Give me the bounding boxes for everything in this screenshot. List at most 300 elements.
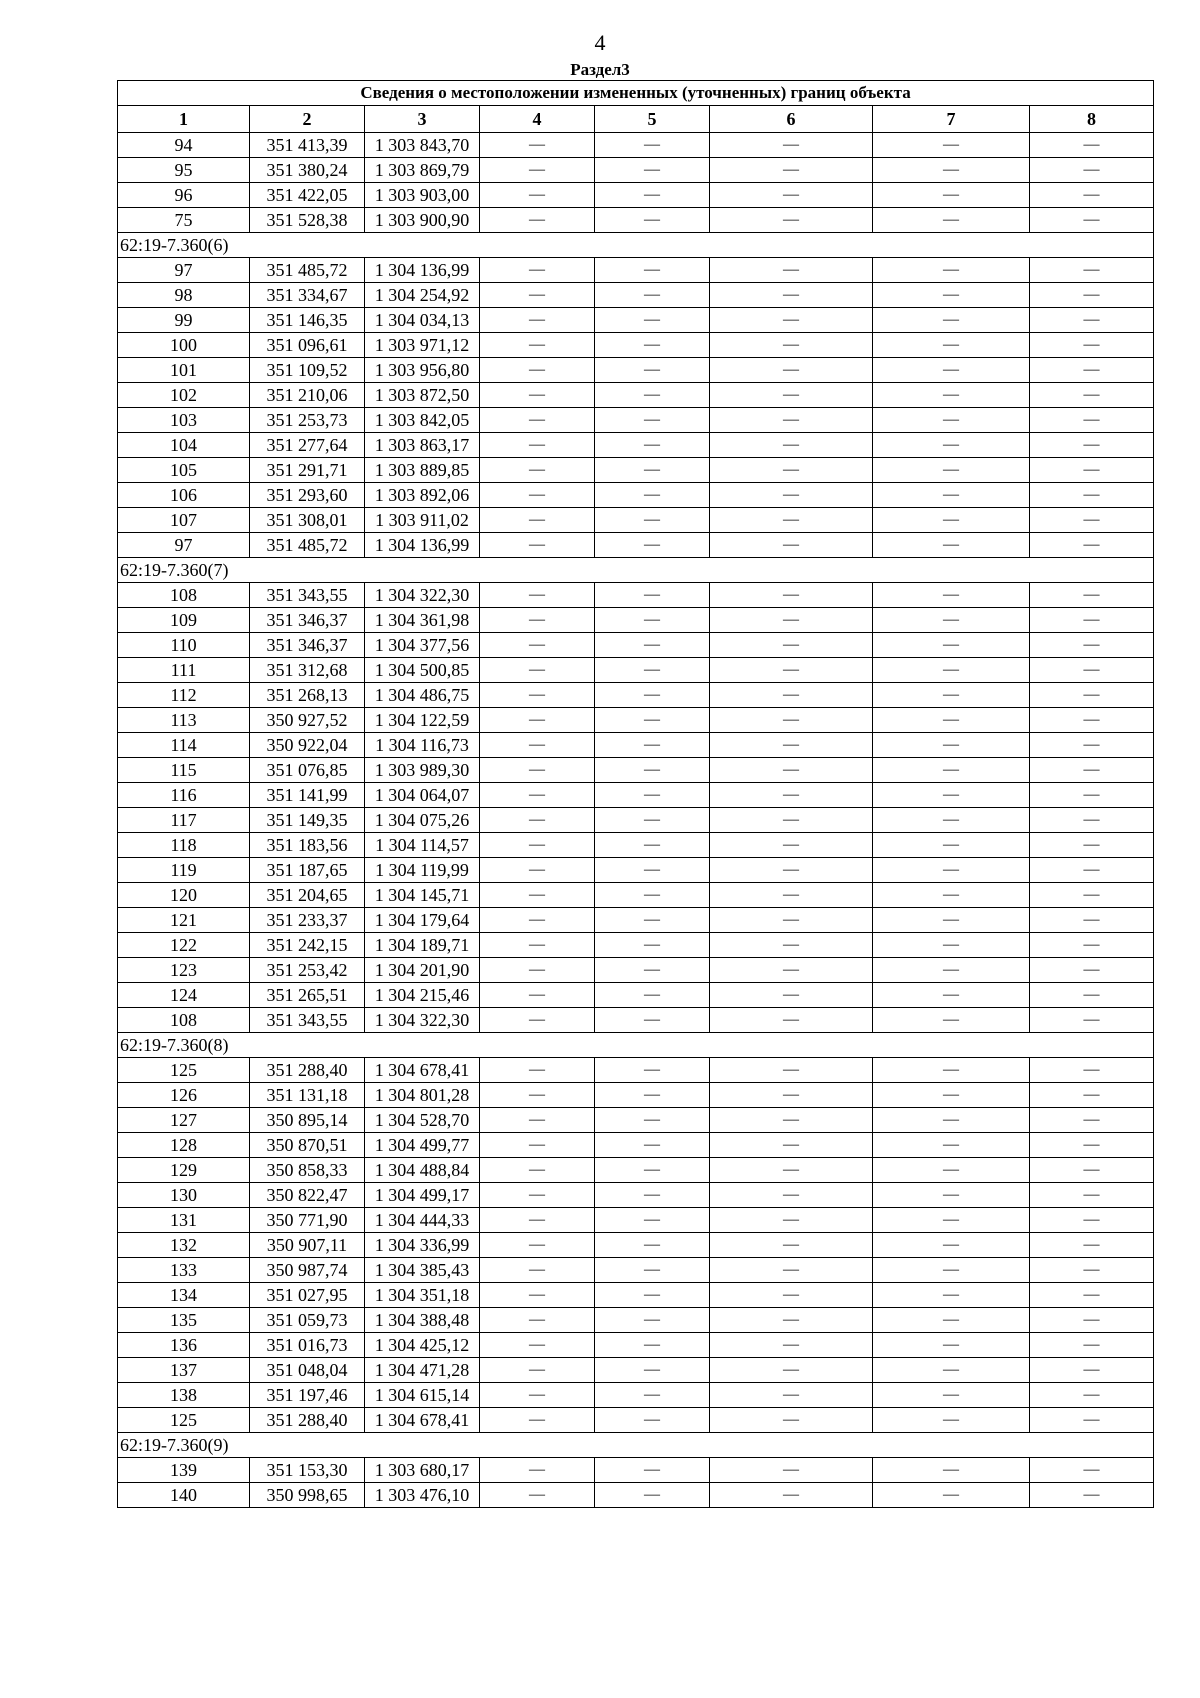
point-number: 109 xyxy=(118,608,250,633)
empty-value-dash: — xyxy=(710,1083,873,1108)
empty-value-dash: — xyxy=(480,683,595,708)
coordinate-y: 1 303 889,85 xyxy=(365,458,480,483)
coordinate-y: 1 303 892,06 xyxy=(365,483,480,508)
coordinate-x: 351 027,95 xyxy=(250,1283,365,1308)
table-row xyxy=(118,1083,1154,1108)
empty-value-dash: — xyxy=(710,958,873,983)
point-number: 121 xyxy=(118,908,250,933)
empty-value-dash: — xyxy=(1030,1408,1154,1433)
coordinate-x: 351 109,52 xyxy=(250,358,365,383)
empty-value-dash: — xyxy=(873,758,1030,783)
empty-value-dash: — xyxy=(1030,708,1154,733)
table-caption: Сведения о местоположении измененных (уточненных) границ объекта xyxy=(118,81,1154,106)
table-row xyxy=(118,1333,1154,1358)
coordinate-x: 351 131,18 xyxy=(250,1083,365,1108)
table-row xyxy=(118,858,1154,883)
empty-value-dash: — xyxy=(873,483,1030,508)
empty-value-dash: — xyxy=(480,258,595,283)
column-number-row xyxy=(118,106,1154,133)
empty-value-dash: — xyxy=(480,1108,595,1133)
coordinate-x: 351 153,30 xyxy=(250,1458,365,1483)
coordinate-x: 351 210,06 xyxy=(250,383,365,408)
empty-value-dash: — xyxy=(480,183,595,208)
point-number: 118 xyxy=(118,833,250,858)
empty-value-dash: — xyxy=(873,258,1030,283)
empty-value-dash: — xyxy=(710,508,873,533)
empty-value-dash: — xyxy=(873,1308,1030,1333)
coordinate-x: 351 485,72 xyxy=(250,533,365,558)
coordinate-x: 351 146,35 xyxy=(250,308,365,333)
empty-value-dash: — xyxy=(710,283,873,308)
coordinate-x: 351 528,38 xyxy=(250,208,365,233)
point-number: 100 xyxy=(118,333,250,358)
empty-value-dash: — xyxy=(710,808,873,833)
column-number: 8 xyxy=(1030,106,1154,133)
empty-value-dash: — xyxy=(873,983,1030,1008)
point-number: 104 xyxy=(118,433,250,458)
empty-value-dash: — xyxy=(480,1383,595,1408)
table-row xyxy=(118,533,1154,558)
coordinate-y: 1 303 863,17 xyxy=(365,433,480,458)
empty-value-dash: — xyxy=(873,1333,1030,1358)
empty-value-dash: — xyxy=(710,1408,873,1433)
table-row xyxy=(118,908,1154,933)
empty-value-dash: — xyxy=(710,1058,873,1083)
coordinate-y: 1 304 201,90 xyxy=(365,958,480,983)
empty-value-dash: — xyxy=(595,1383,710,1408)
empty-value-dash: — xyxy=(1030,858,1154,883)
empty-value-dash: — xyxy=(710,458,873,483)
empty-value-dash: — xyxy=(710,583,873,608)
point-number: 129 xyxy=(118,1158,250,1183)
empty-value-dash: — xyxy=(873,1358,1030,1383)
empty-value-dash: — xyxy=(595,958,710,983)
table-row xyxy=(118,633,1154,658)
empty-value-dash: — xyxy=(710,1008,873,1033)
table-row xyxy=(118,383,1154,408)
coordinate-y: 1 303 911,02 xyxy=(365,508,480,533)
coordinate-x: 351 380,24 xyxy=(250,158,365,183)
coordinate-y: 1 304 136,99 xyxy=(365,533,480,558)
coordinate-y: 1 304 189,71 xyxy=(365,933,480,958)
coordinate-y: 1 304 678,41 xyxy=(365,1408,480,1433)
point-number: 133 xyxy=(118,1258,250,1283)
empty-value-dash: — xyxy=(1030,333,1154,358)
empty-value-dash: — xyxy=(873,1258,1030,1283)
empty-value-dash: — xyxy=(1030,733,1154,758)
point-number: 122 xyxy=(118,933,250,958)
empty-value-dash: — xyxy=(1030,958,1154,983)
empty-value-dash: — xyxy=(710,1208,873,1233)
empty-value-dash: — xyxy=(595,408,710,433)
empty-value-dash: — xyxy=(480,733,595,758)
table-row xyxy=(118,1308,1154,1333)
empty-value-dash: — xyxy=(595,1008,710,1033)
empty-value-dash: — xyxy=(1030,1283,1154,1308)
empty-value-dash: — xyxy=(595,1233,710,1258)
empty-value-dash: — xyxy=(1030,1008,1154,1033)
empty-value-dash: — xyxy=(873,908,1030,933)
point-number: 132 xyxy=(118,1233,250,1258)
empty-value-dash: — xyxy=(710,1458,873,1483)
empty-value-dash: — xyxy=(873,1408,1030,1433)
table-row xyxy=(118,833,1154,858)
empty-value-dash: — xyxy=(480,1058,595,1083)
empty-value-dash: — xyxy=(873,208,1030,233)
empty-value-dash: — xyxy=(595,883,710,908)
coordinate-x: 350 922,04 xyxy=(250,733,365,758)
empty-value-dash: — xyxy=(480,983,595,1008)
empty-value-dash: — xyxy=(873,633,1030,658)
table-row xyxy=(118,708,1154,733)
empty-value-dash: — xyxy=(1030,783,1154,808)
coordinate-y: 1 304 444,33 xyxy=(365,1208,480,1233)
table-row xyxy=(118,508,1154,533)
empty-value-dash: — xyxy=(710,483,873,508)
coordinate-y: 1 304 385,43 xyxy=(365,1258,480,1283)
empty-value-dash: — xyxy=(1030,408,1154,433)
empty-value-dash: — xyxy=(480,783,595,808)
table-row xyxy=(118,483,1154,508)
table-row xyxy=(118,1383,1154,1408)
coordinate-x: 350 858,33 xyxy=(250,1158,365,1183)
coordinate-x: 351 187,65 xyxy=(250,858,365,883)
empty-value-dash: — xyxy=(710,308,873,333)
empty-value-dash: — xyxy=(1030,583,1154,608)
empty-value-dash: — xyxy=(595,183,710,208)
group-header-row xyxy=(118,1433,1154,1458)
table-row xyxy=(118,808,1154,833)
empty-value-dash: — xyxy=(873,608,1030,633)
point-number: 110 xyxy=(118,633,250,658)
empty-value-dash: — xyxy=(595,283,710,308)
coordinate-y: 1 304 801,28 xyxy=(365,1083,480,1108)
empty-value-dash: — xyxy=(873,958,1030,983)
coordinate-y: 1 304 254,92 xyxy=(365,283,480,308)
empty-value-dash: — xyxy=(1030,833,1154,858)
table-row xyxy=(118,258,1154,283)
table-row xyxy=(118,158,1154,183)
empty-value-dash: — xyxy=(480,283,595,308)
point-number: 101 xyxy=(118,358,250,383)
column-number: 4 xyxy=(480,106,595,133)
point-number: 125 xyxy=(118,1408,250,1433)
table-row xyxy=(118,1008,1154,1033)
empty-value-dash: — xyxy=(710,1283,873,1308)
coordinate-x: 351 233,37 xyxy=(250,908,365,933)
table-row xyxy=(118,333,1154,358)
table-row xyxy=(118,1058,1154,1083)
parcel-group-label: 62:19-7.360(8) xyxy=(118,1033,1154,1058)
point-number: 102 xyxy=(118,383,250,408)
coordinate-y: 1 303 843,70 xyxy=(365,133,480,158)
empty-value-dash: — xyxy=(1030,1458,1154,1483)
empty-value-dash: — xyxy=(595,358,710,383)
table-row xyxy=(118,1358,1154,1383)
point-number: 111 xyxy=(118,658,250,683)
empty-value-dash: — xyxy=(595,1258,710,1283)
coordinate-x: 350 987,74 xyxy=(250,1258,365,1283)
coordinate-y: 1 304 116,73 xyxy=(365,733,480,758)
empty-value-dash: — xyxy=(873,1158,1030,1183)
empty-value-dash: — xyxy=(710,1158,873,1183)
coordinate-y: 1 304 064,07 xyxy=(365,783,480,808)
table-row xyxy=(118,1233,1154,1258)
empty-value-dash: — xyxy=(873,1458,1030,1483)
coordinate-y: 1 304 361,98 xyxy=(365,608,480,633)
point-number: 105 xyxy=(118,458,250,483)
empty-value-dash: — xyxy=(1030,1183,1154,1208)
table-row xyxy=(118,983,1154,1008)
empty-value-dash: — xyxy=(595,533,710,558)
empty-value-dash: — xyxy=(480,458,595,483)
table-row xyxy=(118,458,1154,483)
coordinate-x: 350 907,11 xyxy=(250,1233,365,1258)
empty-value-dash: — xyxy=(595,208,710,233)
coordinate-x: 351 277,64 xyxy=(250,433,365,458)
empty-value-dash: — xyxy=(1030,983,1154,1008)
empty-value-dash: — xyxy=(1030,1333,1154,1358)
empty-value-dash: — xyxy=(710,208,873,233)
empty-value-dash: — xyxy=(873,658,1030,683)
empty-value-dash: — xyxy=(480,1233,595,1258)
empty-value-dash: — xyxy=(595,1058,710,1083)
empty-value-dash: — xyxy=(710,633,873,658)
point-number: 120 xyxy=(118,883,250,908)
table-row xyxy=(118,1258,1154,1283)
empty-value-dash: — xyxy=(595,1133,710,1158)
point-number: 99 xyxy=(118,308,250,333)
point-number: 117 xyxy=(118,808,250,833)
empty-value-dash: — xyxy=(710,908,873,933)
point-number: 124 xyxy=(118,983,250,1008)
empty-value-dash: — xyxy=(1030,483,1154,508)
empty-value-dash: — xyxy=(873,808,1030,833)
empty-value-dash: — xyxy=(595,733,710,758)
point-number: 108 xyxy=(118,583,250,608)
table-row xyxy=(118,683,1154,708)
coordinate-y: 1 303 903,00 xyxy=(365,183,480,208)
empty-value-dash: — xyxy=(873,383,1030,408)
empty-value-dash: — xyxy=(480,633,595,658)
point-number: 94 xyxy=(118,133,250,158)
point-number: 138 xyxy=(118,1383,250,1408)
empty-value-dash: — xyxy=(1030,1233,1154,1258)
empty-value-dash: — xyxy=(480,208,595,233)
empty-value-dash: — xyxy=(710,1183,873,1208)
empty-value-dash: — xyxy=(480,808,595,833)
point-number: 112 xyxy=(118,683,250,708)
empty-value-dash: — xyxy=(710,783,873,808)
coordinate-x: 351 308,01 xyxy=(250,508,365,533)
coordinate-y: 1 303 842,05 xyxy=(365,408,480,433)
coordinates-table xyxy=(117,80,1154,1508)
empty-value-dash: — xyxy=(1030,1083,1154,1108)
coordinate-y: 1 304 322,30 xyxy=(365,583,480,608)
page-number: 4 xyxy=(594,30,606,55)
empty-value-dash: — xyxy=(595,1083,710,1108)
empty-value-dash: — xyxy=(595,1208,710,1233)
empty-value-dash: — xyxy=(480,858,595,883)
empty-value-dash: — xyxy=(873,333,1030,358)
coordinate-x: 350 998,65 xyxy=(250,1483,365,1508)
empty-value-dash: — xyxy=(710,1133,873,1158)
empty-value-dash: — xyxy=(480,1283,595,1308)
point-number: 116 xyxy=(118,783,250,808)
empty-value-dash: — xyxy=(480,333,595,358)
table-row xyxy=(118,1208,1154,1233)
point-number: 130 xyxy=(118,1183,250,1208)
coordinate-x: 351 096,61 xyxy=(250,333,365,358)
point-number: 131 xyxy=(118,1208,250,1233)
point-number: 107 xyxy=(118,508,250,533)
coordinate-y: 1 303 956,80 xyxy=(365,358,480,383)
coordinate-x: 351 076,85 xyxy=(250,758,365,783)
coordinate-x: 351 485,72 xyxy=(250,258,365,283)
coordinate-x: 351 288,40 xyxy=(250,1408,365,1433)
empty-value-dash: — xyxy=(480,1133,595,1158)
empty-value-dash: — xyxy=(1030,1483,1154,1508)
empty-value-dash: — xyxy=(480,1208,595,1233)
empty-value-dash: — xyxy=(1030,433,1154,458)
empty-value-dash: — xyxy=(1030,1358,1154,1383)
empty-value-dash: — xyxy=(480,1358,595,1383)
empty-value-dash: — xyxy=(480,608,595,633)
empty-value-dash: — xyxy=(595,383,710,408)
empty-value-dash: — xyxy=(710,733,873,758)
empty-value-dash: — xyxy=(873,1058,1030,1083)
empty-value-dash: — xyxy=(873,708,1030,733)
column-number: 6 xyxy=(710,106,873,133)
table-row xyxy=(118,1283,1154,1308)
empty-value-dash: — xyxy=(1030,133,1154,158)
point-number: 103 xyxy=(118,408,250,433)
coordinate-x: 351 265,51 xyxy=(250,983,365,1008)
empty-value-dash: — xyxy=(595,983,710,1008)
point-number: 96 xyxy=(118,183,250,208)
column-number: 3 xyxy=(365,106,480,133)
empty-value-dash: — xyxy=(595,133,710,158)
empty-value-dash: — xyxy=(873,183,1030,208)
coordinate-y: 1 304 528,70 xyxy=(365,1108,480,1133)
empty-value-dash: — xyxy=(595,633,710,658)
empty-value-dash: — xyxy=(480,308,595,333)
coordinate-x: 351 059,73 xyxy=(250,1308,365,1333)
empty-value-dash: — xyxy=(710,133,873,158)
empty-value-dash: — xyxy=(595,308,710,333)
group-header-row xyxy=(118,1033,1154,1058)
empty-value-dash: — xyxy=(873,833,1030,858)
empty-value-dash: — xyxy=(480,583,595,608)
empty-value-dash: — xyxy=(1030,758,1154,783)
empty-value-dash: — xyxy=(873,583,1030,608)
empty-value-dash: — xyxy=(480,758,595,783)
empty-value-dash: — xyxy=(873,458,1030,483)
empty-value-dash: — xyxy=(595,1283,710,1308)
table-row xyxy=(118,608,1154,633)
empty-value-dash: — xyxy=(1030,883,1154,908)
empty-value-dash: — xyxy=(1030,208,1154,233)
coordinate-y: 1 304 499,77 xyxy=(365,1133,480,1158)
section-title: Раздел3 xyxy=(570,60,630,79)
empty-value-dash: — xyxy=(710,858,873,883)
point-number: 113 xyxy=(118,708,250,733)
coordinate-y: 1 303 900,90 xyxy=(365,208,480,233)
empty-value-dash: — xyxy=(595,1483,710,1508)
coordinate-x: 351 253,73 xyxy=(250,408,365,433)
table-row xyxy=(118,658,1154,683)
empty-value-dash: — xyxy=(873,1233,1030,1258)
empty-value-dash: — xyxy=(710,983,873,1008)
table-row xyxy=(118,783,1154,808)
empty-value-dash: — xyxy=(873,1083,1030,1108)
coordinate-x: 351 149,35 xyxy=(250,808,365,833)
coordinate-x: 350 927,52 xyxy=(250,708,365,733)
column-number: 2 xyxy=(250,106,365,133)
coordinate-y: 1 304 488,84 xyxy=(365,1158,480,1183)
table-row xyxy=(118,1408,1154,1433)
coordinate-y: 1 304 136,99 xyxy=(365,258,480,283)
coordinate-x: 351 422,05 xyxy=(250,183,365,208)
empty-value-dash: — xyxy=(1030,933,1154,958)
point-number: 140 xyxy=(118,1483,250,1508)
empty-value-dash: — xyxy=(595,708,710,733)
empty-value-dash: — xyxy=(595,658,710,683)
empty-value-dash: — xyxy=(873,533,1030,558)
column-number: 7 xyxy=(873,106,1030,133)
empty-value-dash: — xyxy=(480,533,595,558)
table-row xyxy=(118,1108,1154,1133)
point-number: 95 xyxy=(118,158,250,183)
coordinate-x: 351 253,42 xyxy=(250,958,365,983)
group-header-row xyxy=(118,233,1154,258)
empty-value-dash: — xyxy=(873,1283,1030,1308)
table-row xyxy=(118,733,1154,758)
coordinate-x: 351 346,37 xyxy=(250,608,365,633)
coordinate-y: 1 304 114,57 xyxy=(365,833,480,858)
empty-value-dash: — xyxy=(710,358,873,383)
empty-value-dash: — xyxy=(873,1133,1030,1158)
table-row xyxy=(118,1183,1154,1208)
empty-value-dash: — xyxy=(1030,458,1154,483)
empty-value-dash: — xyxy=(710,408,873,433)
empty-value-dash: — xyxy=(1030,658,1154,683)
empty-value-dash: — xyxy=(873,1108,1030,1133)
empty-value-dash: — xyxy=(480,708,595,733)
empty-value-dash: — xyxy=(873,683,1030,708)
empty-value-dash: — xyxy=(1030,1058,1154,1083)
empty-value-dash: — xyxy=(480,1483,595,1508)
point-number: 135 xyxy=(118,1308,250,1333)
coordinate-x: 350 870,51 xyxy=(250,1133,365,1158)
empty-value-dash: — xyxy=(710,758,873,783)
empty-value-dash: — xyxy=(873,933,1030,958)
empty-value-dash: — xyxy=(1030,808,1154,833)
point-number: 134 xyxy=(118,1283,250,1308)
empty-value-dash: — xyxy=(1030,358,1154,383)
empty-value-dash: — xyxy=(873,1183,1030,1208)
empty-value-dash: — xyxy=(710,1383,873,1408)
empty-value-dash: — xyxy=(710,658,873,683)
empty-value-dash: — xyxy=(710,708,873,733)
empty-value-dash: — xyxy=(1030,683,1154,708)
empty-value-dash: — xyxy=(595,1108,710,1133)
empty-value-dash: — xyxy=(873,283,1030,308)
coordinate-y: 1 304 377,56 xyxy=(365,633,480,658)
point-number: 125 xyxy=(118,1058,250,1083)
coordinate-x: 351 312,68 xyxy=(250,658,365,683)
empty-value-dash: — xyxy=(595,258,710,283)
